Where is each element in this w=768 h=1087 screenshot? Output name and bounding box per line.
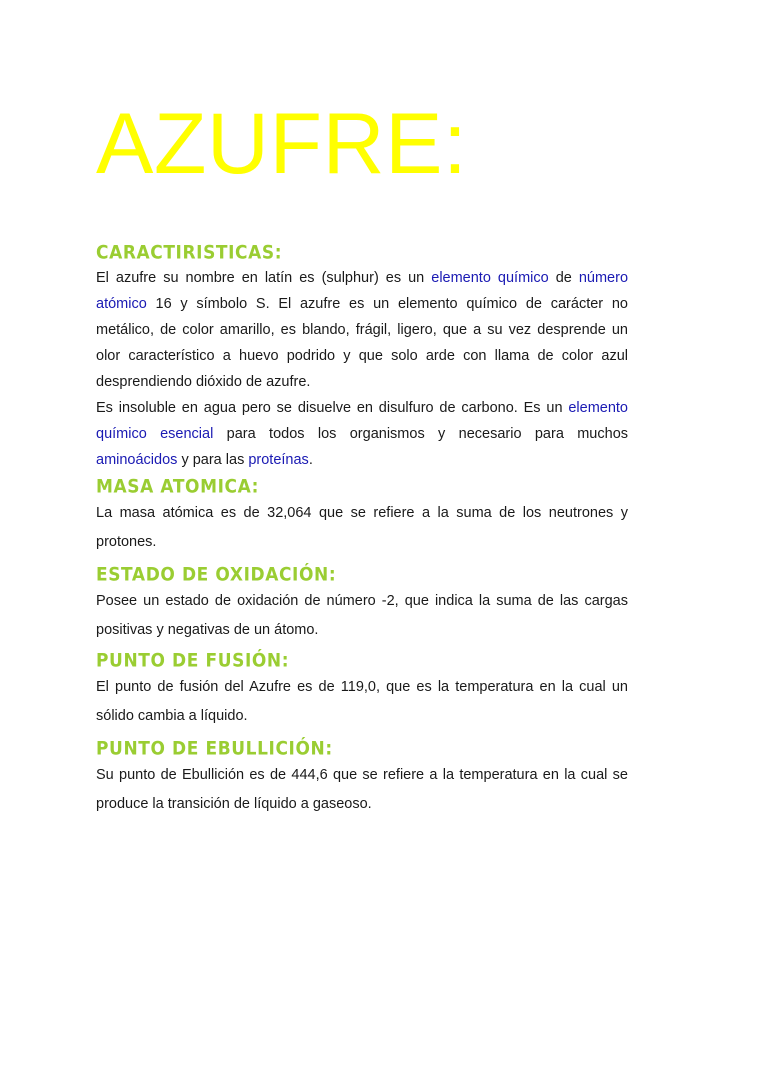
paragraph-caracteristicas-1 [96, 265, 628, 395]
text-segment: El azufre su nombre en latín es (sulphur) es un [96, 270, 432, 286]
text-segment: Es insoluble en agua pero se disuelve en disulfuro de carbono. Es un [96, 400, 569, 416]
paragraph-caracteristicas-2 [96, 395, 628, 473]
text-segment: y para las [177, 452, 249, 468]
paragraph-punto-fusion: El punto de fusión del Azufre es de 119,0, que es la temperatura en la cual un sólido cambia a líquido. [96, 679, 628, 724]
document-title: AZUFRE: [96, 96, 468, 192]
heading-punto-fusion: PUNTO DE FUSIÓN: [96, 649, 290, 672]
text-segment: de [548, 270, 579, 286]
text-segment: 16 y símbolo S. El azufre es un elemento químico de carácter no metálico, de color amarillo, es blando, frágil, ligero, que a su vez desprende un olor característico a huevo podrido y que solo arde con llama de color azul desprendiendo dióxido de azufre. [96, 296, 628, 390]
link-numero-atomico[interactable]: número atómico [96, 270, 629, 312]
paragraph-estado-oxidacion: Posee un estado de oxidación de número -2, que indica la suma de las cargas positivas y negativas de un átomo. [96, 593, 628, 638]
text-segment: para todos los organismos y necesario para muchos [213, 426, 629, 442]
heading-estado-oxidacion: ESTADO DE OXIDACIÓN: [96, 563, 337, 586]
link-elemento-quimico[interactable]: elemento químico [431, 270, 549, 286]
document-page [96, 96, 628, 819]
text-segment: . [308, 452, 313, 468]
link-proteinas[interactable]: proteínas [248, 452, 309, 468]
heading-punto-ebullicion: PUNTO DE EBULLICIÓN: [96, 737, 333, 760]
paragraph-masa-atomica: La masa atómica es de 32,064 que se refiere a la suma de los neutrones y protones. [96, 505, 628, 550]
heading-caracteristicas: CARACTIRISTICAS: [96, 241, 283, 264]
link-aminoacidos[interactable]: aminoácidos [96, 452, 178, 468]
heading-masa-atomica: MASA ATOMICA: [96, 475, 260, 498]
link-elemento-quimico-esencial[interactable]: elemento químico esencial [96, 400, 628, 442]
paragraph-punto-ebullicion: Su punto de Ebullición es de 444,6 que se refiere a la temperatura en la cual se produce la transición de líquido a gaseoso. [96, 767, 628, 812]
